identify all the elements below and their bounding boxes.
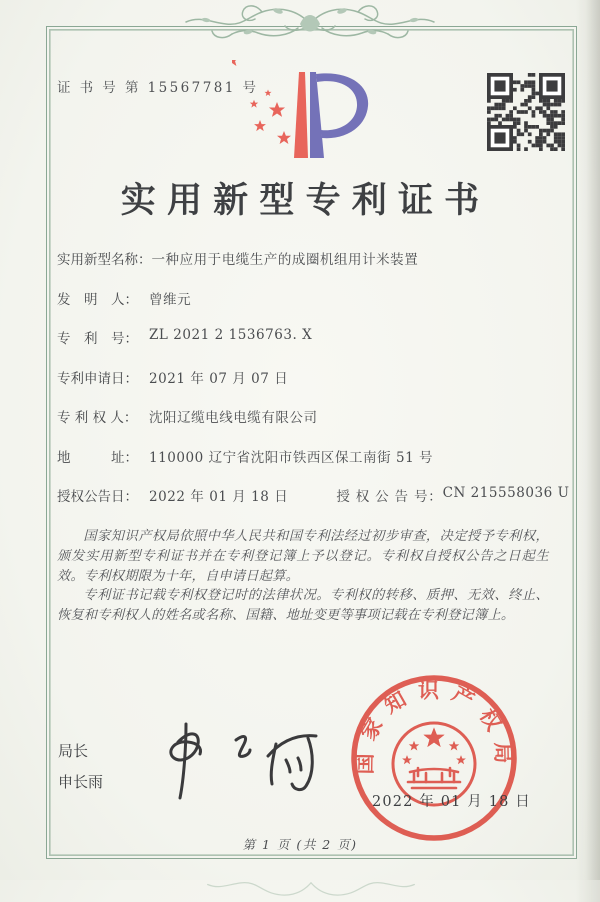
certificate-number: 证 书 号 第 15567781 号 <box>57 80 259 96</box>
field-rows <box>57 248 570 525</box>
seal-date: 2022 年 01 月 18 日 <box>372 794 531 810</box>
field-label: 实用新型名称： <box>57 252 152 268</box>
bottom-ornament <box>196 862 426 902</box>
field-value: 110000 辽宁省沈阳市铁西区保工南街 51 号 <box>149 449 434 466</box>
field-label: 专 利 权 人： <box>57 410 138 426</box>
qr-code <box>487 73 565 151</box>
top-ornament <box>172 2 448 48</box>
field-value: CN 215558036 U <box>442 485 570 501</box>
field-row-inventor <box>57 288 557 328</box>
field-row-grant <box>57 485 570 525</box>
official-seal <box>348 672 520 844</box>
seal-text: 国家知识产权局 <box>352 678 516 775</box>
field-row-filing-date <box>57 367 557 407</box>
field-value: 一种应用于电缆生产的成圈机组用计米装置 <box>151 252 419 268</box>
field-label: 发 明 人： <box>57 291 138 308</box>
field-label: 授权公告日： <box>57 489 138 505</box>
field-label: 专利申请日： <box>57 370 138 387</box>
director-signature <box>140 712 340 812</box>
field-value: 2022 年 01 月 18 日 <box>149 489 289 505</box>
field-label: 授 权 公 告 号： <box>336 489 443 505</box>
field-value: ZL 2021 2 1536763. X <box>149 327 313 343</box>
field-row-patent-no <box>57 327 557 367</box>
cnipa-logo-icon <box>232 60 382 170</box>
field-value: 2021 年 07 月 07 日 <box>149 370 289 387</box>
field-row-name <box>57 248 557 288</box>
photo-edge-shadow <box>586 0 600 880</box>
field-value: 曾维元 <box>149 291 192 308</box>
field-row-address <box>57 446 557 486</box>
svg-text:国家知识产权局 <box>353 679 516 775</box>
field-label: 专 利 号： <box>57 331 138 347</box>
body-paragraph-2: 专利证书记载专利权登记时的法律状况。专利权的转移、质押、无效、终止、恢复和专利权人的姓名或名称、国籍、地址变更等事项记载在专利登记簿上。 <box>57 588 549 624</box>
body-paragraph-1: 国家知识产权局依照中华人民共和国专利法经过初步审查，决定授予专利权，颁发实用新型专利证书并在专利登记簿上予以登记。专利权自授权公告之日起生效。专利权期限为十年，自申请日起算。 <box>57 529 549 584</box>
page-footer: 第 1 页 (共 2 页) <box>242 837 358 852</box>
signer-block <box>58 736 103 798</box>
legal-text <box>57 527 549 626</box>
field-row-patentee <box>57 406 557 446</box>
certificate-title: 实用新型专利证书 <box>120 180 491 221</box>
director-name: 申长雨 <box>58 773 104 791</box>
field-value: 沈阳辽缆电线电缆有限公司 <box>149 410 318 426</box>
field-label: 地 址： <box>57 449 138 466</box>
director-title: 局长 <box>58 742 89 760</box>
